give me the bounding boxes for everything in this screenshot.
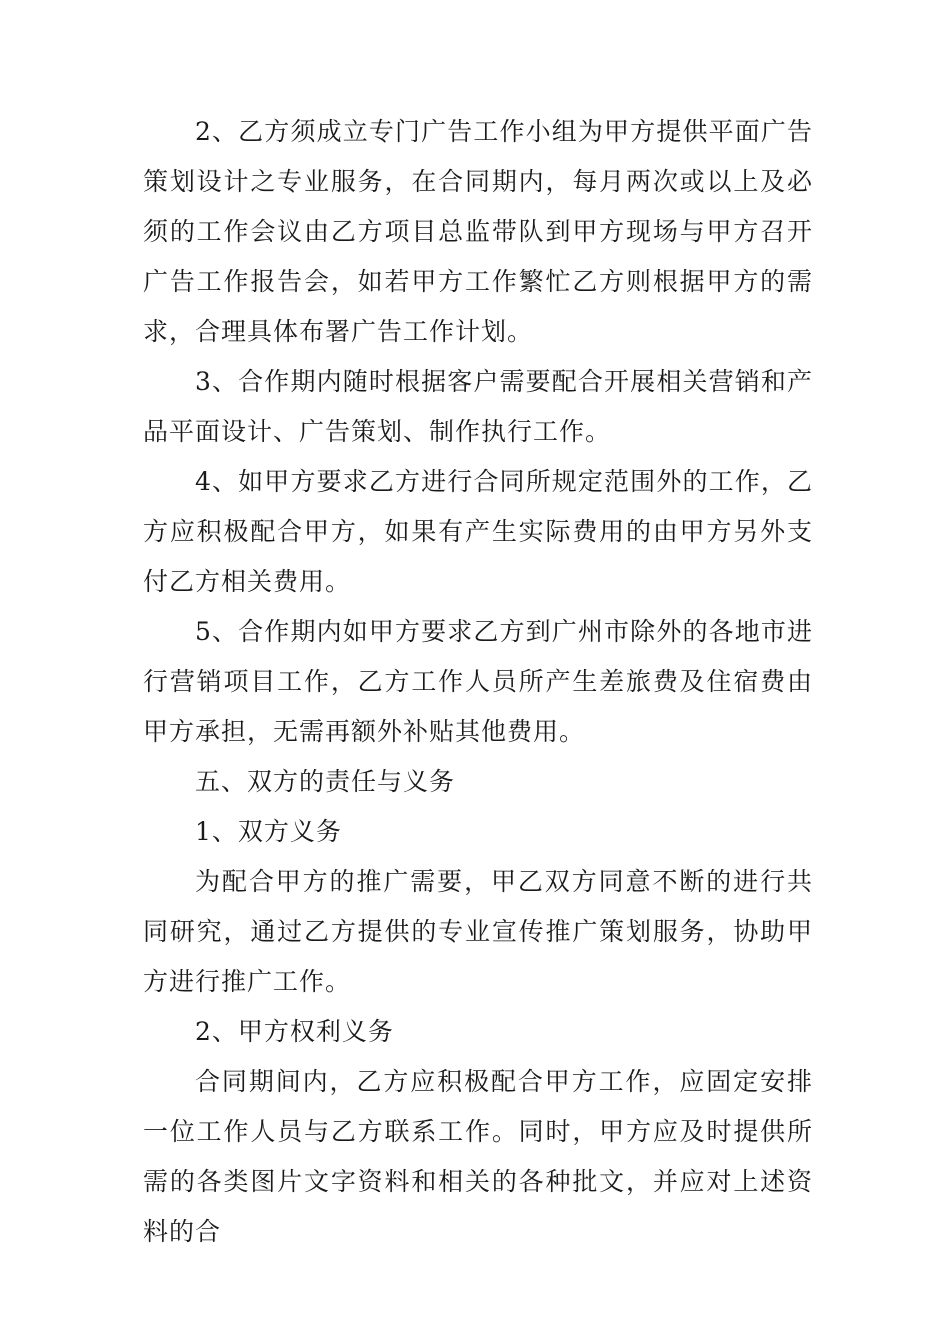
paragraph-clause-5: 5、合作期内如甲方要求乙方到广州市除外的各地市进行营销项目工作，乙方工作人员所产生差旅费及住宿费由甲方承担，无需再额外补贴其他费用。: [143, 617, 813, 746]
section-heading-responsibilities: 五、双方的责任与义务: [195, 767, 456, 796]
document-body: [143, 107, 813, 1257]
paragraph-mutual-obligations: 为配合甲方的推广需要，甲乙双方同意不断的进行共同研究，通过乙方提供的专业宣传推广策划服务，协助甲方进行推广工作。: [143, 867, 813, 996]
paragraph-clause-4: 4、如甲方要求乙方进行合同所规定范围外的工作，乙方应积极配合甲方，如果有产生实际费用的由甲方另外支付乙方相关费用。: [143, 467, 813, 596]
paragraph-clause-3: 3、合作期内随时根据客户需要配合开展相关营销和产品平面设计、广告策划、制作执行工作。: [143, 367, 813, 446]
paragraph-party-a-rights: 合同期间内，乙方应积极配合甲方工作，应固定安排一位工作人员与乙方联系工作。同时，甲方应及时提供所需的各类图片文字资料和相关的各种批文，并应对上述资料的合: [143, 1067, 813, 1246]
paragraph-clause-2: 2、乙方须成立专门广告工作小组为甲方提供平面广告策划设计之专业服务，在合同期内，每月两次或以上及必须的工作会议由乙方项目总监带队到甲方现场与甲方召开广告工作报告会，如若甲方工作繁忙乙方则根据甲方的需求，合理具体布署广告工作计划。: [143, 117, 813, 346]
subheading-mutual-obligations: 1、双方义务: [195, 817, 342, 846]
subheading-party-a-rights: 2、甲方权利义务: [195, 1017, 394, 1046]
